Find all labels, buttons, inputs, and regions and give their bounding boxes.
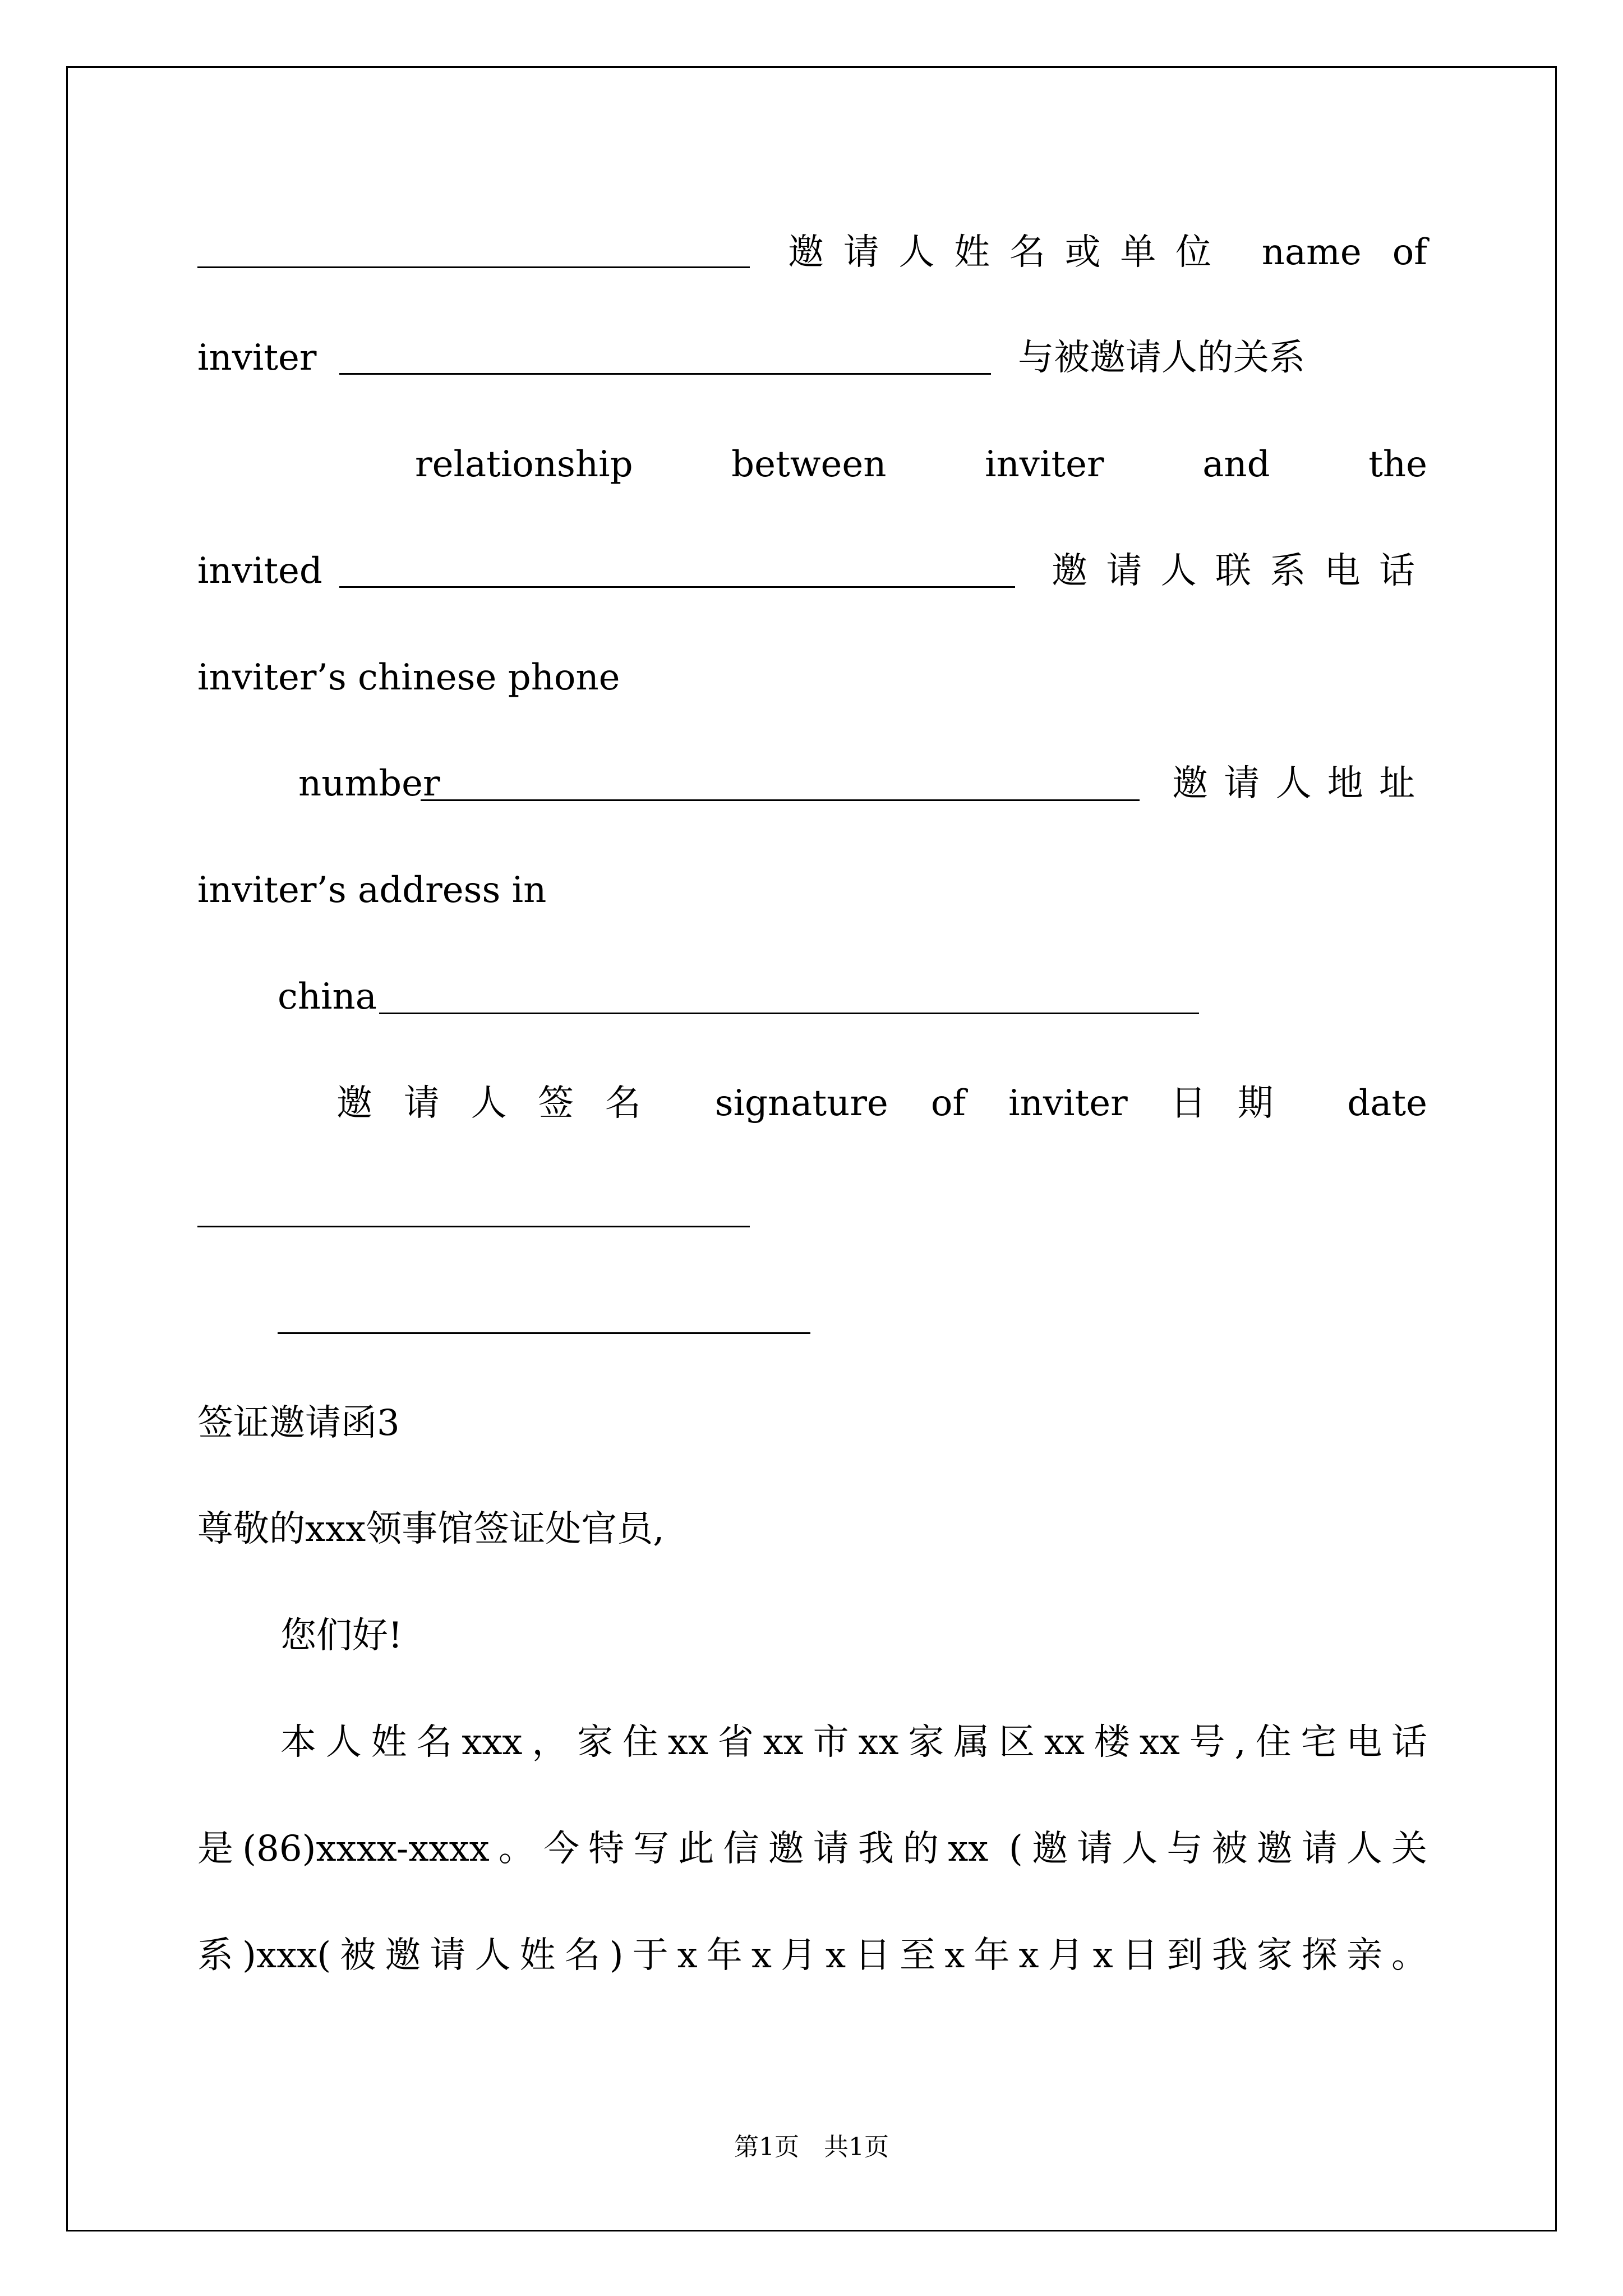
blank-inviter-name [197, 266, 750, 268]
page-border [66, 66, 1557, 2231]
blank-invited [339, 586, 1015, 588]
address-en-line: inviter’s address in [197, 869, 547, 911]
blank-number [421, 799, 1140, 801]
address-cn: 邀请人地址 [1172, 763, 1415, 804]
china-word: china [278, 976, 377, 1018]
paragraph-line-1: 本人姓名xxx，家住xx省xx市xx家属区xx楼xx号,住宅电话 [280, 1722, 1427, 1763]
page-number: 第1页 共1页 [734, 2133, 889, 2161]
salutation: 尊敬的xxx领事馆签证处官员, [197, 1508, 665, 1550]
blank-date [278, 1332, 810, 1334]
paragraph-line-3: 系)xxx(被邀请人姓名)于x年x月x日至x年x月x日到我家探亲。 [197, 1935, 1427, 1976]
number-word: number [298, 763, 440, 804]
paragraph-line-2: 是(86)xxxx-xxxx。今特写此信邀请我的xx (邀请人与被邀请人关 [197, 1828, 1427, 1870]
letter-heading: 签证邀请函3 [197, 1402, 400, 1444]
phone-cn: 邀请人联系电话 [1052, 550, 1415, 592]
relation-en-line: relationship between inviter and the [415, 444, 1427, 485]
relation-cn: 与被邀请人的关系 [1018, 337, 1305, 379]
invited-word: invited [197, 550, 322, 592]
blank-china [379, 1013, 1199, 1014]
signature-line: 邀请人签名 signature of inviter 日期 date [336, 1083, 1427, 1124]
inviter-name-label: 邀请人姓名或单位 name of [788, 232, 1427, 273]
inviter-word: inviter [197, 337, 317, 379]
greeting: 您们好! [280, 1615, 403, 1657]
phone-en-line: inviter’s chinese phone [197, 657, 620, 698]
blank-signature [197, 1226, 750, 1227]
blank-inviter [339, 373, 991, 375]
